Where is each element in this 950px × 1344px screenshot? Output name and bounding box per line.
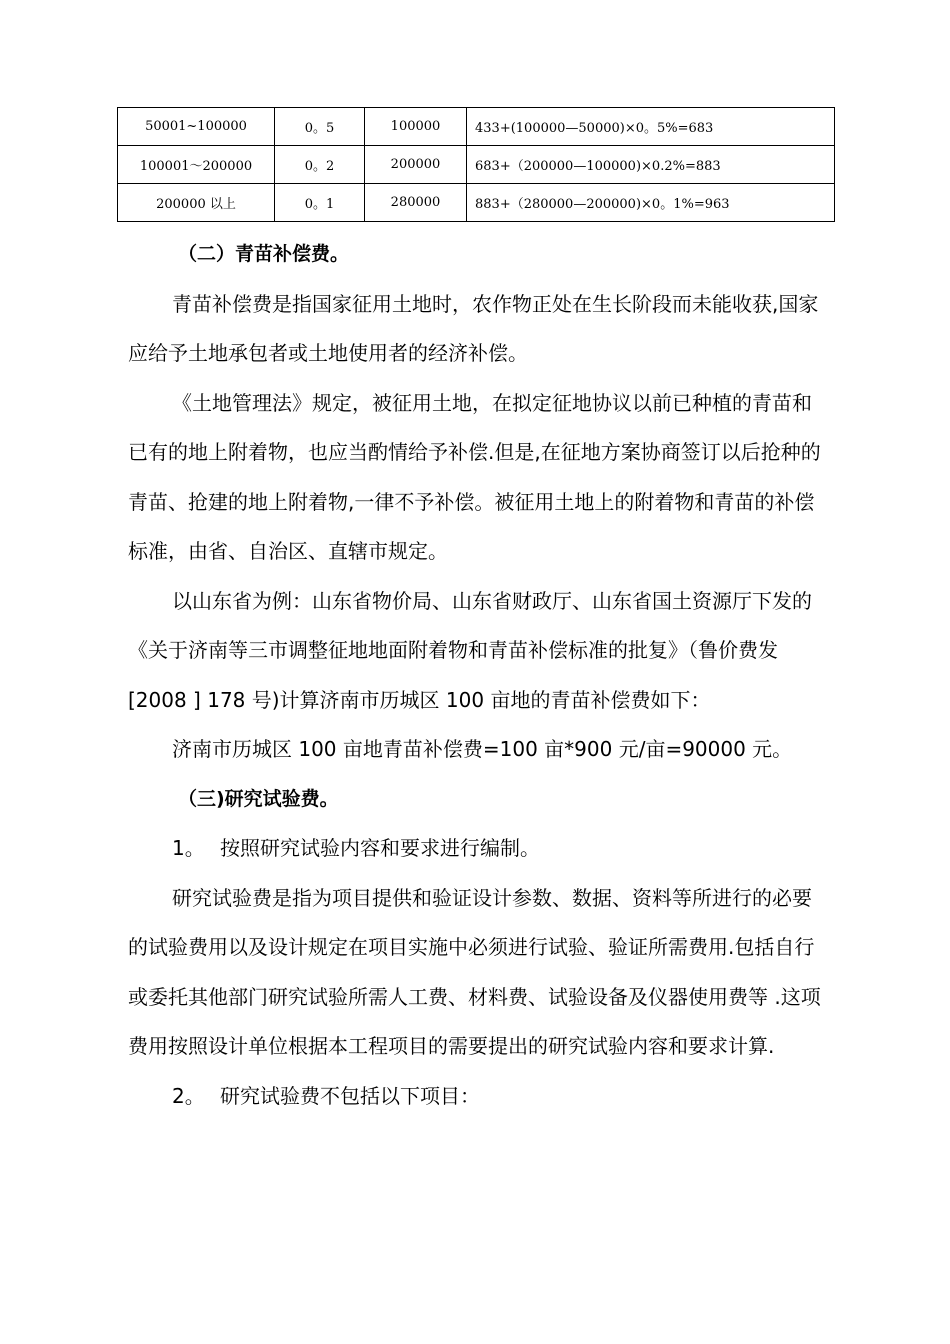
- table-cell-rate: 0。2: [275, 146, 365, 184]
- list-text: 研究试验费不包括以下项目：: [220, 1083, 480, 1108]
- table-row: [118, 146, 835, 184]
- paragraph: 青苗补偿费是指国家征用土地时，农作物正处在生长阶段而未能收获,国家应给予土地承包者或土地使用者的经济补偿。: [128, 291, 819, 365]
- table-row: [118, 108, 835, 146]
- list-number: 1。: [172, 836, 205, 860]
- list-item: [128, 1072, 828, 1122]
- list-item: [128, 824, 828, 874]
- table-cell-rate: 0。1: [275, 184, 365, 222]
- table-cell-amount: 280000: [365, 184, 467, 222]
- table-cell-range: 50001~100000: [118, 108, 275, 146]
- table-cell-rate: 0。5: [275, 108, 365, 146]
- body-text: [128, 230, 828, 1121]
- table-cell-range: 100001～200000: [118, 146, 275, 184]
- table-cell-formula: 883+（280000—200000)×0。1%=963: [467, 184, 835, 222]
- paragraph: 济南市历城区 100 亩地青苗补偿费=100 亩*900 元/亩=90000 元。: [172, 737, 793, 761]
- list-text: 按照研究试验内容和要求进行编制。: [220, 836, 540, 860]
- table-cell-amount: 100000: [365, 108, 467, 146]
- paragraph: 研究试验费是指为项目提供和验证设计参数、数据、资料等所进行的必要的试验费用以及设计规定在项目实施中必须进行试验、验证所需费用.包括自行或委托其他部门研究试验所需人工费、材料费、试验设备及仪器使用费等 .这项费用按照设计单位根据本工程项目的需要提出的研究试验内容和要求计算.: [128, 885, 821, 1058]
- table-cell-range: 200000 以上: [118, 184, 275, 222]
- table-cell-formula: 683+（200000—100000)×0.2%=883: [467, 146, 835, 184]
- table-row: [118, 184, 835, 222]
- paragraph: 《土地管理法》规定，被征用土地，在拟定征地协议以前已种植的青苗和已有的地上附着物，也应当酌情给予补偿.但是,在征地方案协商签订以后抢种的青苗、抢建的地上附着物,一律不予补偿。被征用土地上的附着物和青苗的补偿标准，由省、自治区、直辖市规定。: [128, 390, 821, 563]
- paragraph: 以山东省为例：山东省物价局、山东省财政厅、山东省国土资源厅下发的《关于济南等三市调整征地地面附着物和青苗补偿标准的批复》（鲁价费发[2008 ] 178 号)计算济南市历城区 100 亩地的青苗补偿费如下：: [128, 588, 812, 712]
- section-heading-seedling: （二）青苗补偿费。: [178, 243, 350, 265]
- list-number: 2。: [172, 1083, 205, 1108]
- section-heading-research: （三)研究试验费。: [178, 787, 339, 810]
- table-cell-formula: 433+(100000—50000)×0。5%=683: [467, 108, 835, 146]
- table-cell-amount: 200000: [365, 146, 467, 184]
- fee-table: [117, 107, 835, 222]
